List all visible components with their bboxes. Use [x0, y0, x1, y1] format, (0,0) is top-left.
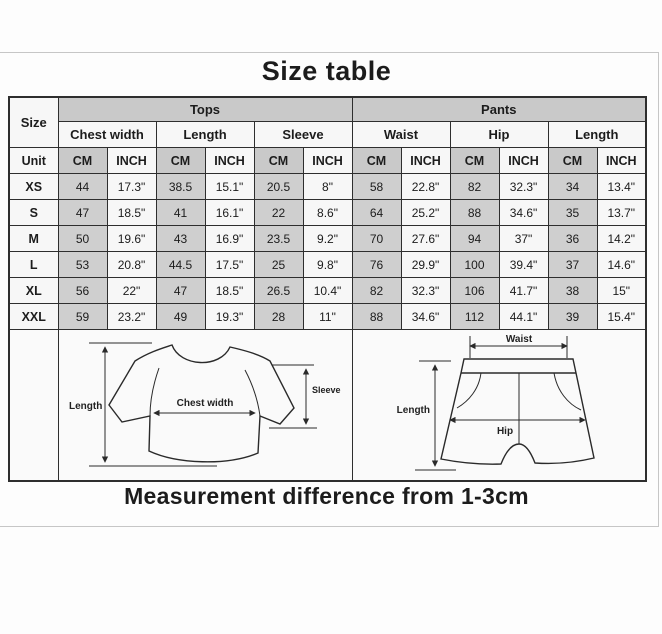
shorts-length-label: Length	[396, 405, 430, 416]
table-cell: 20.8"	[107, 252, 156, 278]
tshirt-chest-width-label: Chest width	[176, 398, 234, 409]
table-cell: 14.2"	[597, 226, 646, 252]
group-header-pants: Pants	[352, 97, 646, 122]
table-cell: 25	[254, 252, 303, 278]
table-cell: 58	[352, 174, 401, 200]
table-row-xl	[9, 278, 646, 304]
table-cell: 39	[548, 304, 597, 330]
table-cell: 41.7"	[499, 278, 548, 304]
table-cell: 28	[254, 304, 303, 330]
size-label: XS	[9, 174, 58, 200]
table-cell: 23.5	[254, 226, 303, 252]
unit-cm: CM	[58, 148, 107, 174]
table-cell: 13.7"	[597, 200, 646, 226]
table-cell: 16.1"	[205, 200, 254, 226]
shorts-waist-label: Waist	[505, 334, 532, 345]
table-cell: 19.3"	[205, 304, 254, 330]
table-cell: 32.3"	[401, 278, 450, 304]
table-cell: 25.2"	[401, 200, 450, 226]
table-cell: 10.4"	[303, 278, 352, 304]
size-corner-label: Size	[9, 97, 58, 148]
table-cell: 82	[352, 278, 401, 304]
table-cell: 37"	[499, 226, 548, 252]
table-cell: 17.5"	[205, 252, 254, 278]
table-cell: 39.4"	[499, 252, 548, 278]
measurement-note: Measurement difference from 1-3cm	[124, 483, 529, 509]
table-cell: 9.2"	[303, 226, 352, 252]
table-cell: 88	[352, 304, 401, 330]
table-cell: 44.1"	[499, 304, 548, 330]
measure-header-row	[9, 122, 646, 148]
unit-inch: INCH	[499, 148, 548, 174]
table-cell: 41	[156, 200, 205, 226]
table-cell: 53	[58, 252, 107, 278]
table-row-m	[9, 226, 646, 252]
group-header-tops: Tops	[58, 97, 352, 122]
group-header-row	[9, 97, 646, 122]
table-cell: 14.6"	[597, 252, 646, 278]
tshirt-diagram-cell	[58, 330, 352, 482]
table-cell: 29.9"	[401, 252, 450, 278]
unit-cm: CM	[548, 148, 597, 174]
unit-inch: INCH	[401, 148, 450, 174]
table-cell: 112	[450, 304, 499, 330]
measure-chest-width: Chest width	[58, 122, 156, 148]
table-cell: 8"	[303, 174, 352, 200]
tshirt-sleeve-label: Sleeve	[312, 385, 341, 395]
table-cell: 22"	[107, 278, 156, 304]
diagram-row	[9, 330, 646, 482]
table-row-l	[9, 252, 646, 278]
table-cell: 76	[352, 252, 401, 278]
unit-cm: CM	[156, 148, 205, 174]
table-cell: 88	[450, 200, 499, 226]
table-cell: 32.3"	[499, 174, 548, 200]
table-cell: 100	[450, 252, 499, 278]
table-cell: 47	[58, 200, 107, 226]
table-cell: 38.5	[156, 174, 205, 200]
size-label: S	[9, 200, 58, 226]
unit-cm: CM	[254, 148, 303, 174]
measure-hip: Hip	[450, 122, 548, 148]
table-cell: 18.5"	[107, 200, 156, 226]
table-cell: 27.6"	[401, 226, 450, 252]
table-cell: 15.4"	[597, 304, 646, 330]
unit-inch: INCH	[205, 148, 254, 174]
size-label: L	[9, 252, 58, 278]
table-cell: 17.3"	[107, 174, 156, 200]
table-cell: 15.1"	[205, 174, 254, 200]
table-cell: 34.6"	[401, 304, 450, 330]
table-cell: 44.5	[156, 252, 205, 278]
table-cell: 94	[450, 226, 499, 252]
table-cell: 49	[156, 304, 205, 330]
table-cell: 15"	[597, 278, 646, 304]
shorts-measurement-diagram-icon	[353, 331, 645, 479]
unit-label: Unit	[9, 148, 58, 174]
unit-cm: CM	[352, 148, 401, 174]
table-cell: 13.4"	[597, 174, 646, 200]
measure-waist: Waist	[352, 122, 450, 148]
table-cell: 22	[254, 200, 303, 226]
table-cell: 70	[352, 226, 401, 252]
table-cell: 19.6"	[107, 226, 156, 252]
unit-cm: CM	[450, 148, 499, 174]
size-label: XXL	[9, 304, 58, 330]
table-cell: 20.5	[254, 174, 303, 200]
table-cell: 44	[58, 174, 107, 200]
table-row-s	[9, 200, 646, 226]
shorts-hip-label: Hip	[496, 426, 513, 437]
table-cell: 23.2"	[107, 304, 156, 330]
table-cell: 18.5"	[205, 278, 254, 304]
table-cell: 38	[548, 278, 597, 304]
table-cell: 22.8"	[401, 174, 450, 200]
unit-inch: INCH	[107, 148, 156, 174]
table-row-xs	[9, 174, 646, 200]
measure-sleeve: Sleeve	[254, 122, 352, 148]
size-table	[8, 96, 647, 482]
table-cell: 34	[548, 174, 597, 200]
table-cell: 56	[58, 278, 107, 304]
table-cell: 64	[352, 200, 401, 226]
tshirt-length-label: Length	[69, 401, 103, 412]
page-title: Size table	[261, 56, 392, 86]
table-cell: 47	[156, 278, 205, 304]
table-cell: 9.8"	[303, 252, 352, 278]
table-cell: 59	[58, 304, 107, 330]
table-row-xxl	[9, 304, 646, 330]
table-cell: 50	[58, 226, 107, 252]
unit-inch: INCH	[303, 148, 352, 174]
table-cell: 26.5	[254, 278, 303, 304]
size-label: M	[9, 226, 58, 252]
table-cell: 36	[548, 226, 597, 252]
table-cell: 37	[548, 252, 597, 278]
table-cell: 106	[450, 278, 499, 304]
table-cell: 82	[450, 174, 499, 200]
unit-inch: INCH	[597, 148, 646, 174]
shorts-diagram-cell	[352, 330, 646, 482]
table-cell: 8.6"	[303, 200, 352, 226]
table-cell: 35	[548, 200, 597, 226]
table-cell: 16.9"	[205, 226, 254, 252]
empty-cell	[9, 330, 58, 482]
table-cell: 11"	[303, 304, 352, 330]
table-cell: 34.6"	[499, 200, 548, 226]
table-cell: 43	[156, 226, 205, 252]
size-label: XL	[9, 278, 58, 304]
unit-header-row	[9, 148, 646, 174]
measure-top-length: Length	[156, 122, 254, 148]
measure-pants-length: Length	[548, 122, 646, 148]
tshirt-measurement-diagram-icon	[59, 331, 351, 479]
